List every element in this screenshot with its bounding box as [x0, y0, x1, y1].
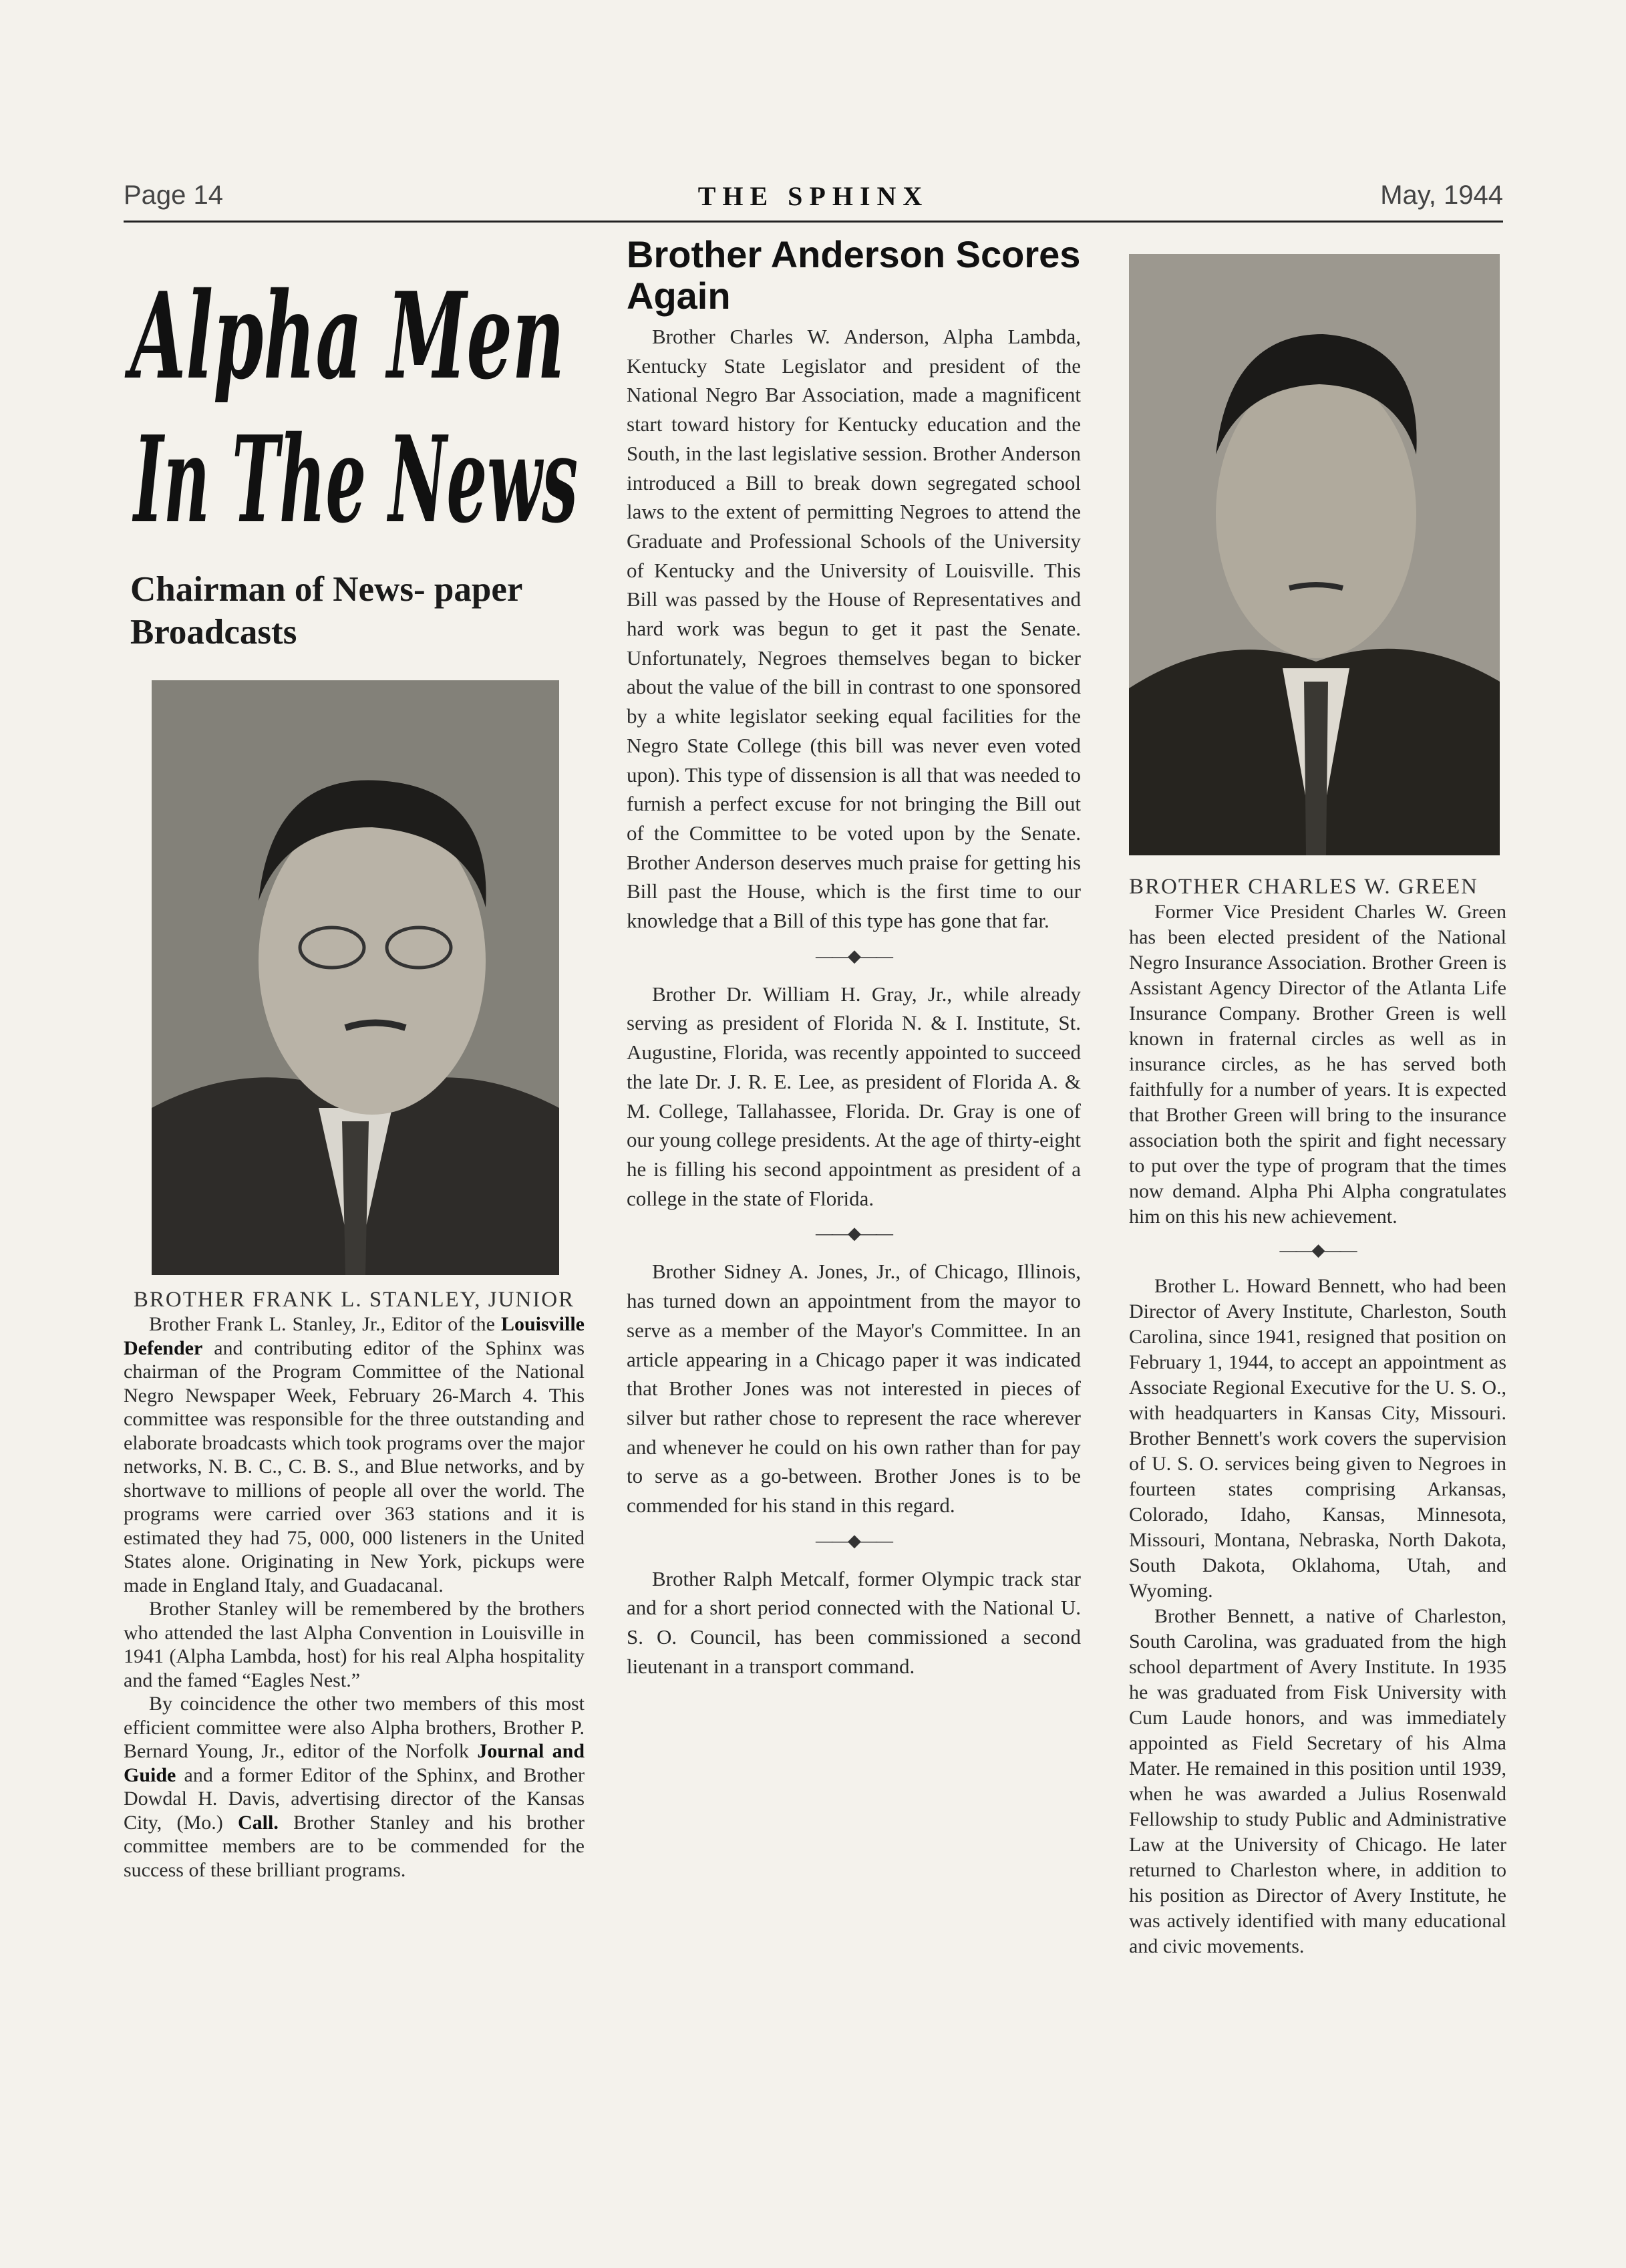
- right-paragraph-1: Former Vice President Charles W. Green has been elected president of the National Negro Insurance Association. Brother Green is Assistant Agency Director of the Atlanta Life Insurance Company. Brother Green is well known in fraternal circles as well as in insurance circles, as he has served both faithfully for a number of years. It is expected that Brother Green will bring to the insurance association both the spirit and fight necessary to put over the type of program that the times now demand. Alpha Phi Alpha congratulates him on this his new achievement.: [1129, 901, 1506, 1228]
- section-divider: ——◆——: [1279, 1240, 1356, 1260]
- publication-title: THE SPHINX: [697, 181, 929, 211]
- issue-date: May, 1944: [1380, 180, 1503, 210]
- section-divider: ——◆——: [816, 946, 892, 966]
- right-caption: BROTHER CHARLES W. GREEN: [1129, 875, 1478, 899]
- section-divider: ——◆——: [816, 1530, 892, 1550]
- left-paragraph-3: By coincidence the other two members of this most efficient committee were also Alpha brothers, Brother P. Bernard Young, Jr., editor of the Norfolk Journal and Guide and a former Editor of the Sphinx, and Brother Dowdal H. Davis, advertising director of the Kansas City, (Mo.) Call. Brother Stanley and his brother committee members are to be commended for the success of these brilliant programs.: [124, 1693, 585, 1881]
- masthead-line1: Alpha Men: [124, 266, 564, 406]
- section-divider: ——◆——: [816, 1224, 892, 1244]
- left-paragraph-2: Brother Stanley will be remembered by the brothers who attended the last Alpha Convention in Louisville in 1941 (Alpha Lambda, host) for his real Alpha hospitality and the famed “Eagles Nest.”: [124, 1598, 585, 1691]
- portrait-photo-green: [1129, 254, 1500, 855]
- right-paragraph-2: Brother L. Howard Bennett, who had been Director of Avery Institute, Charleston, South Carolina, since 1941, resigned that position on February 1, 1944, to accept an appointment as Associate Regional Executive for the U. S. O., with headquarters in Kansas City, Missouri. Brother Bennett's work covers the supervision of U. S. O. services being given to Negroes in fourteen states comprising Arkansas, Colorado, Idaho, Kansas, Minnesota, Missouri, Montana, Nebraska, North Dakota, South Dakota, Oklahoma, Utah, and Wyoming.: [1129, 1275, 1506, 1602]
- page-number: Page 14: [124, 180, 224, 210]
- right-column: [1129, 234, 1506, 1959]
- middle-paragraph-4: Brother Ralph Metcalf, former Olympic track star and for a short period connected with the National U. S. O. Council, has been commissioned a second lieutenant in a transport command.: [627, 1566, 1081, 1678]
- article-headline: Brother Anderson Scores Again: [627, 233, 1081, 317]
- section-masthead: [124, 247, 585, 555]
- middle-paragraph-3: Brother Sidney A. Jones, Jr., of Chicago, Illinois, has turned down an appointment from the mayor to serve as a member of the Mayor's Committee. In an article appearing in a Chicago paper it was indicated that Brother Jones was not interested in pieces of silver but rather chose to represent the race wherever and whenever he could on his own rather than for pay to serve as a go-between. Brother Jones is to be commended for his stand in this regard.: [627, 1260, 1081, 1518]
- middle-column: [627, 234, 1081, 1681]
- middle-paragraph-2: Brother Dr. William H. Gray, Jr., while already serving as president of Florida N. & I. Institute, St. Augustine, Florida, was recently appointed to succeed the late Dr. J. R. E. Lee, as president of Florida A. & M. College, Tallahassee, Florida. Dr. Gray is one of our young college presidents. At the age of thirty-eight he is filling his second appointment as president of a college in the state of Florida.: [627, 982, 1081, 1210]
- left-paragraph-1: Brother Frank L. Stanley, Jr., Editor of the Louisville Defender and contributing editor of the Sphinx was chairman of the Program Committee of the National Negro Newspaper Week, February 26-March 4. This committee was responsible for the three outstanding and elaborate broadcasts which took programs over the major networks, N. B. C., C. B. S., and Blue networks, and by shortwave to millions of people all over the world. The programs were carried over 363 stations and it is estimated they had 75, 000, 000 listeners in the United States alone. Originating in New York, pickups were made in England Italy, and Guadacanal.: [124, 1313, 585, 1596]
- middle-paragraph-1: Brother Charles W. Anderson, Alpha Lambda, Kentucky State Legislator and president of the National Negro Bar Association, made a magnificent start toward history for Kentucky education and the South, in the last legislative session. Brother Anderson introduced a Bill to break down segregated school laws to the extent of permitting Negroes to attend the Graduate and Professional Schools of the University of Kentucky and the University of Louisville. This Bill was passed by the House of Representatives and hard work was begun to get it past the Senate. Unfortunately, Negroes themselves began to bicker about the value of the bill in contrast to one sponsored by a white legislator seeking equal facilities for the Negro State College (this bill was never even voted upon). This type of dissension is all that was needed to furnish a perfect excuse for not bringing the Bill out of the Committee to be voted upon by the Senate. Brother Anderson deserves much praise for getting his Bill past the House, which is the first time to our knowledge that a Bill of this type has gone that far.: [627, 325, 1081, 933]
- running-header: [124, 180, 1503, 221]
- portrait-photo-stanley: [152, 680, 559, 1275]
- left-caption: BROTHER FRANK L. STANLEY, JUNIOR: [133, 1288, 575, 1312]
- masthead-line2: In The News: [132, 410, 578, 549]
- right-paragraph-3: Brother Bennett, a native of Charleston, South Carolina, was graduated from the high school department of Avery Institute. In 1935 he was graduated from Fisk University with Cum Laude honors, and was immediately appointed as Field Secretary of his Alma Mater. He remained in this position until 1939, when he was awarded a Julius Rosenwald Fellowship to study Public and Administrative Law at the University of Chicago. He later returned to Charleston where, in addition to his position as Director of Avery Institute, he was actively identified with many educational and civic movements.: [1129, 1605, 1506, 1957]
- left-column: [124, 234, 585, 1882]
- left-subhead: Chairman of News- paper Broadcasts: [130, 570, 522, 652]
- header-rule: [124, 221, 1503, 223]
